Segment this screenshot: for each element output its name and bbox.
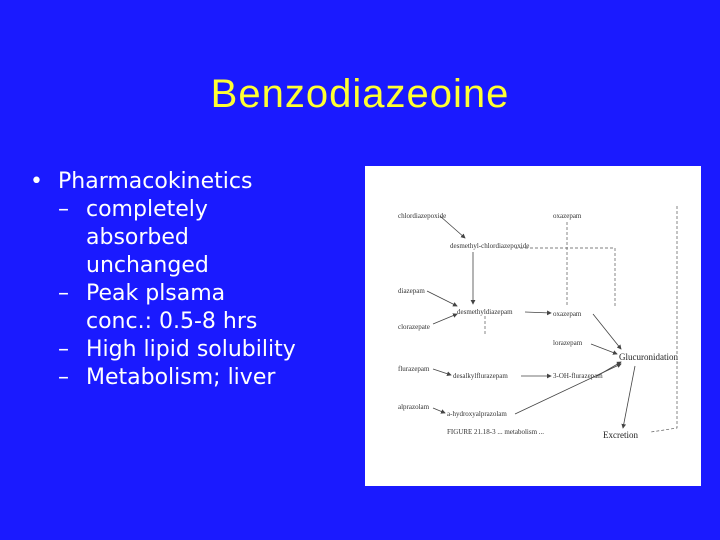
- sub-item-lipid: [28, 336, 358, 364]
- bullet-list: [28, 168, 358, 392]
- node-hydroxyalprazolam: a-hydroxyalprazolam: [447, 410, 507, 418]
- node-flurazepam: flurazepam: [398, 365, 430, 373]
- bullet-pharmacokinetics: • Pharmacokinetics: [28, 168, 358, 196]
- dash-marker: –: [58, 281, 69, 306]
- slide-title: Benzodiazeoine: [210, 72, 510, 116]
- node-alprazolam: alprazolam: [398, 403, 430, 411]
- node-lorazepam: lorazepam: [553, 339, 583, 347]
- dash-marker: –: [58, 337, 69, 362]
- sub-item-absorbed: [28, 196, 358, 280]
- arrow-to-oxazepam: [525, 312, 551, 313]
- sub-line: conc.: 0.5-8 hrs: [86, 309, 258, 334]
- sub-item-metabolism: [28, 364, 358, 392]
- node-diazepam: diazepam: [398, 287, 425, 295]
- node-3-oh-flurazepam: 3-OH-flurazepam: [553, 372, 603, 380]
- metabolism-diagram-svg: [365, 166, 701, 486]
- dashed-right-rail: [651, 206, 677, 432]
- arrow-oxazepam-gluc: [593, 314, 621, 349]
- node-desmethylchlordiazepoxide: desmethyl-chlordiazepoxide: [450, 242, 530, 250]
- sub-line: absorbed: [86, 225, 189, 250]
- sub-item-peak: [28, 280, 358, 336]
- node-clorazepate: clorazepate: [398, 323, 430, 331]
- dash-marker: –: [58, 197, 69, 222]
- node-glucuronidation: Glucuronidation: [619, 352, 678, 362]
- figure-caption: FIGURE 21.18-3 ... metabolism ...: [447, 428, 545, 436]
- sub-line: High lipid solubility: [86, 337, 296, 362]
- arrow-clorazepate: [433, 314, 457, 324]
- sub-line: completely: [86, 197, 208, 222]
- sub-line: Peak plsama: [86, 281, 226, 306]
- dash-marker: –: [58, 365, 69, 390]
- sub-line: Metabolism; liver: [86, 365, 276, 390]
- node-chlordiazepoxide: chlordiazepoxide: [398, 212, 447, 220]
- dashed-link-top: [515, 248, 615, 306]
- node-excretion: Excretion: [603, 430, 638, 440]
- arrow-gluc-excretion: [623, 366, 635, 428]
- node-oxazepam: oxazepam: [553, 310, 582, 318]
- arrow-lorazepam-gluc: [591, 344, 617, 354]
- node-desalkylflurazepam: desalkylflurazepam: [453, 372, 508, 380]
- arrow-flurazepam: [433, 369, 451, 375]
- node-desmethyldiazepam: desmethyldiazepam: [457, 308, 513, 316]
- sub-line: unchanged: [86, 253, 209, 278]
- arrow-diazepam: [427, 291, 457, 306]
- arrow-alprazolam: [433, 408, 445, 413]
- node-oxazepam-top: oxazepam: [553, 212, 582, 220]
- arrow-chlordiazepoxide-to-desmethyl: [440, 216, 465, 238]
- metabolism-diagram: [365, 166, 701, 486]
